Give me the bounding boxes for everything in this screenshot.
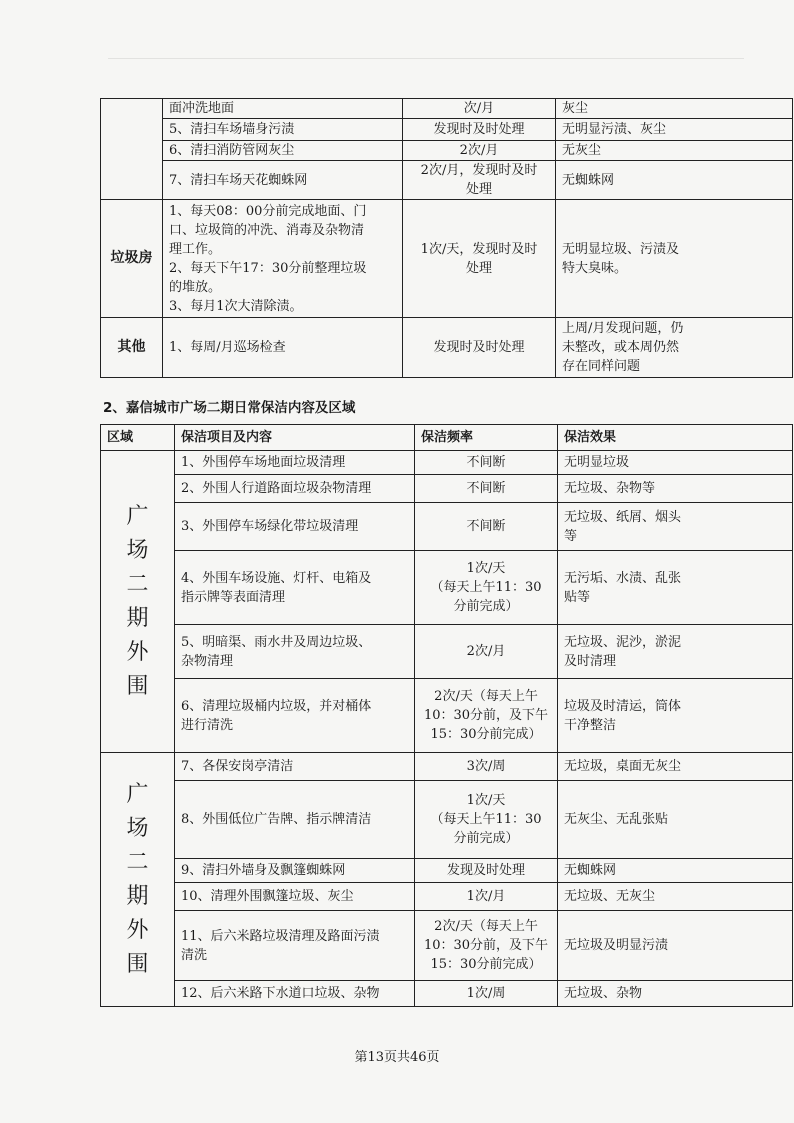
effect-cell: 无灰尘 xyxy=(556,141,793,161)
effect-cell: 无明显垃圾、污渍及 特大臭味。 xyxy=(556,200,793,318)
frequency-cell: 不间断 xyxy=(415,451,558,475)
area-char: 围 xyxy=(126,951,149,977)
area-char: 广 xyxy=(126,781,149,807)
item-cell: 1、每天08：00分前完成地面、门 口、垃圾筒的冲洗、消毒及杂物清 理工作。 2、每天下午17：30分前整理垃圾 的堆放。 3、每月1次大清除渍。 xyxy=(163,200,403,318)
frequency-cell: 2次/月，发现时及时 处理 xyxy=(403,161,556,200)
table-row xyxy=(101,318,793,378)
cleaning-schedule-table-part1 xyxy=(100,98,793,378)
frequency-cell: 1次/月 xyxy=(415,883,558,911)
item-cell: 10、清理外围飘篷垃圾、灰尘 xyxy=(175,883,415,911)
area-cell-other: 其他 xyxy=(101,318,163,378)
effect-cell: 无垃圾、纸屑、烟头 等 xyxy=(558,503,793,551)
table-row xyxy=(101,551,793,625)
area-char: 外 xyxy=(126,917,149,943)
header-effect: 保洁效果 xyxy=(558,425,793,451)
effect-cell: 无垃圾及明显污渍 xyxy=(558,911,793,981)
table-row xyxy=(101,859,793,883)
frequency-cell: 1次/周 xyxy=(415,981,558,1007)
table-row xyxy=(101,119,793,141)
frequency-cell: 次/月 xyxy=(403,99,556,119)
item-cell: 6、清理垃圾桶内垃圾，并对桶体 进行清洗 xyxy=(175,679,415,753)
frequency-cell: 发现时及时处理 xyxy=(403,119,556,141)
effect-cell: 无垃圾、无灰尘 xyxy=(558,883,793,911)
effect-cell: 灰尘 xyxy=(556,99,793,119)
item-cell: 2、外围人行道路面垃圾杂物清理 xyxy=(175,475,415,503)
frequency-cell: 1次/天 （每天上午11：30 分前完成） xyxy=(415,551,558,625)
table-row xyxy=(101,981,793,1007)
item-cell: 12、后六米路下水道口垃圾、杂物 xyxy=(175,981,415,1007)
table-row xyxy=(101,883,793,911)
page-number: 第13页共46页 xyxy=(354,1050,440,1065)
header-frequency: 保洁频率 xyxy=(415,425,558,451)
item-cell: 7、各保安岗亭清洁 xyxy=(175,753,415,781)
frequency-cell: 3次/周 xyxy=(415,753,558,781)
item-cell: 5、明暗渠、雨水井及周边垃圾、 杂物清理 xyxy=(175,625,415,679)
frequency-cell: 不间断 xyxy=(415,503,558,551)
table-row xyxy=(101,141,793,161)
effect-cell: 无蜘蛛网 xyxy=(558,859,793,883)
area-char: 二 xyxy=(126,571,149,597)
area-char: 场 xyxy=(126,537,149,563)
item-cell: 面冲洗地面 xyxy=(163,99,403,119)
area-char: 广 xyxy=(126,503,149,529)
cleaning-schedule-table-part2 xyxy=(100,424,793,1007)
frequency-cell: 发现时及时处理 xyxy=(403,318,556,378)
area-cell-empty xyxy=(101,99,163,200)
area-char: 期 xyxy=(126,605,149,631)
table-row xyxy=(101,475,793,503)
item-cell: 5、清扫车场墙身污渍 xyxy=(163,119,403,141)
area-char: 场 xyxy=(126,815,149,841)
header-area: 区域 xyxy=(101,425,175,451)
effect-cell: 上周/月发现问题，仍 未整改，或本周仍然 存在同样问题 xyxy=(556,318,793,378)
table-row xyxy=(101,753,793,781)
table-row xyxy=(101,451,793,475)
effect-cell: 无明显垃圾 xyxy=(558,451,793,475)
effect-cell: 无垃圾，桌面无灰尘 xyxy=(558,753,793,781)
item-cell: 9、清扫外墙身及飘篷蜘蛛网 xyxy=(175,859,415,883)
item-cell: 11、后六米路垃圾清理及路面污渍 清洗 xyxy=(175,911,415,981)
effect-cell: 无垃圾、杂物 xyxy=(558,981,793,1007)
table-row xyxy=(101,161,793,200)
area-cell-garbage-room: 垃圾房 xyxy=(101,200,163,318)
table-row xyxy=(101,781,793,859)
table-row xyxy=(101,200,793,318)
frequency-cell: 1次/天，发现时及时 处理 xyxy=(403,200,556,318)
section-heading: 2、嘉信城市广场二期日常保洁内容及区域 xyxy=(103,400,356,416)
page-top-rule xyxy=(108,58,744,59)
area-char: 期 xyxy=(126,883,149,909)
table-header-row xyxy=(101,425,793,451)
table-row xyxy=(101,679,793,753)
effect-cell: 无明显污渍、灰尘 xyxy=(556,119,793,141)
frequency-cell: 发现及时处理 xyxy=(415,859,558,883)
effect-cell: 无蜘蛛网 xyxy=(556,161,793,200)
item-cell: 6、清扫消防管网灰尘 xyxy=(163,141,403,161)
item-cell: 1、每周/月巡场检查 xyxy=(163,318,403,378)
effect-cell: 垃圾及时清运，筒体 干净整洁 xyxy=(558,679,793,753)
table-row xyxy=(101,503,793,551)
effect-cell: 无垃圾、杂物等 xyxy=(558,475,793,503)
item-cell: 3、外围停车场绿化带垃圾清理 xyxy=(175,503,415,551)
table-row xyxy=(101,911,793,981)
table-row xyxy=(101,625,793,679)
item-cell: 8、外围低位广告牌、指示牌清洁 xyxy=(175,781,415,859)
item-cell: 4、外围车场设施、灯杆、电箱及 指示牌等表面清理 xyxy=(175,551,415,625)
area-char: 围 xyxy=(126,673,149,699)
header-item: 保洁项目及内容 xyxy=(175,425,415,451)
item-cell: 1、外围停车场地面垃圾清理 xyxy=(175,451,415,475)
area-cell-phase2-exterior xyxy=(101,451,175,753)
area-cell-phase2-exterior xyxy=(101,753,175,1007)
frequency-cell: 2次/月 xyxy=(403,141,556,161)
area-char: 外 xyxy=(126,639,149,665)
frequency-cell: 2次/月 xyxy=(415,625,558,679)
frequency-cell: 2次/天（每天上午 10：30分前，及下午 15：30分前完成） xyxy=(415,679,558,753)
item-cell: 7、清扫车场天花蜘蛛网 xyxy=(163,161,403,200)
effect-cell: 无污垢、水渍、乱张 贴等 xyxy=(558,551,793,625)
area-char: 二 xyxy=(126,849,149,875)
table-row xyxy=(101,99,793,119)
frequency-cell: 2次/天（每天上午 10：30分前，及下午 15：30分前完成） xyxy=(415,911,558,981)
effect-cell: 无灰尘、无乱张贴 xyxy=(558,781,793,859)
frequency-cell: 不间断 xyxy=(415,475,558,503)
effect-cell: 无垃圾、泥沙，淤泥 及时清理 xyxy=(558,625,793,679)
frequency-cell: 1次/天 （每天上午11：30 分前完成） xyxy=(415,781,558,859)
